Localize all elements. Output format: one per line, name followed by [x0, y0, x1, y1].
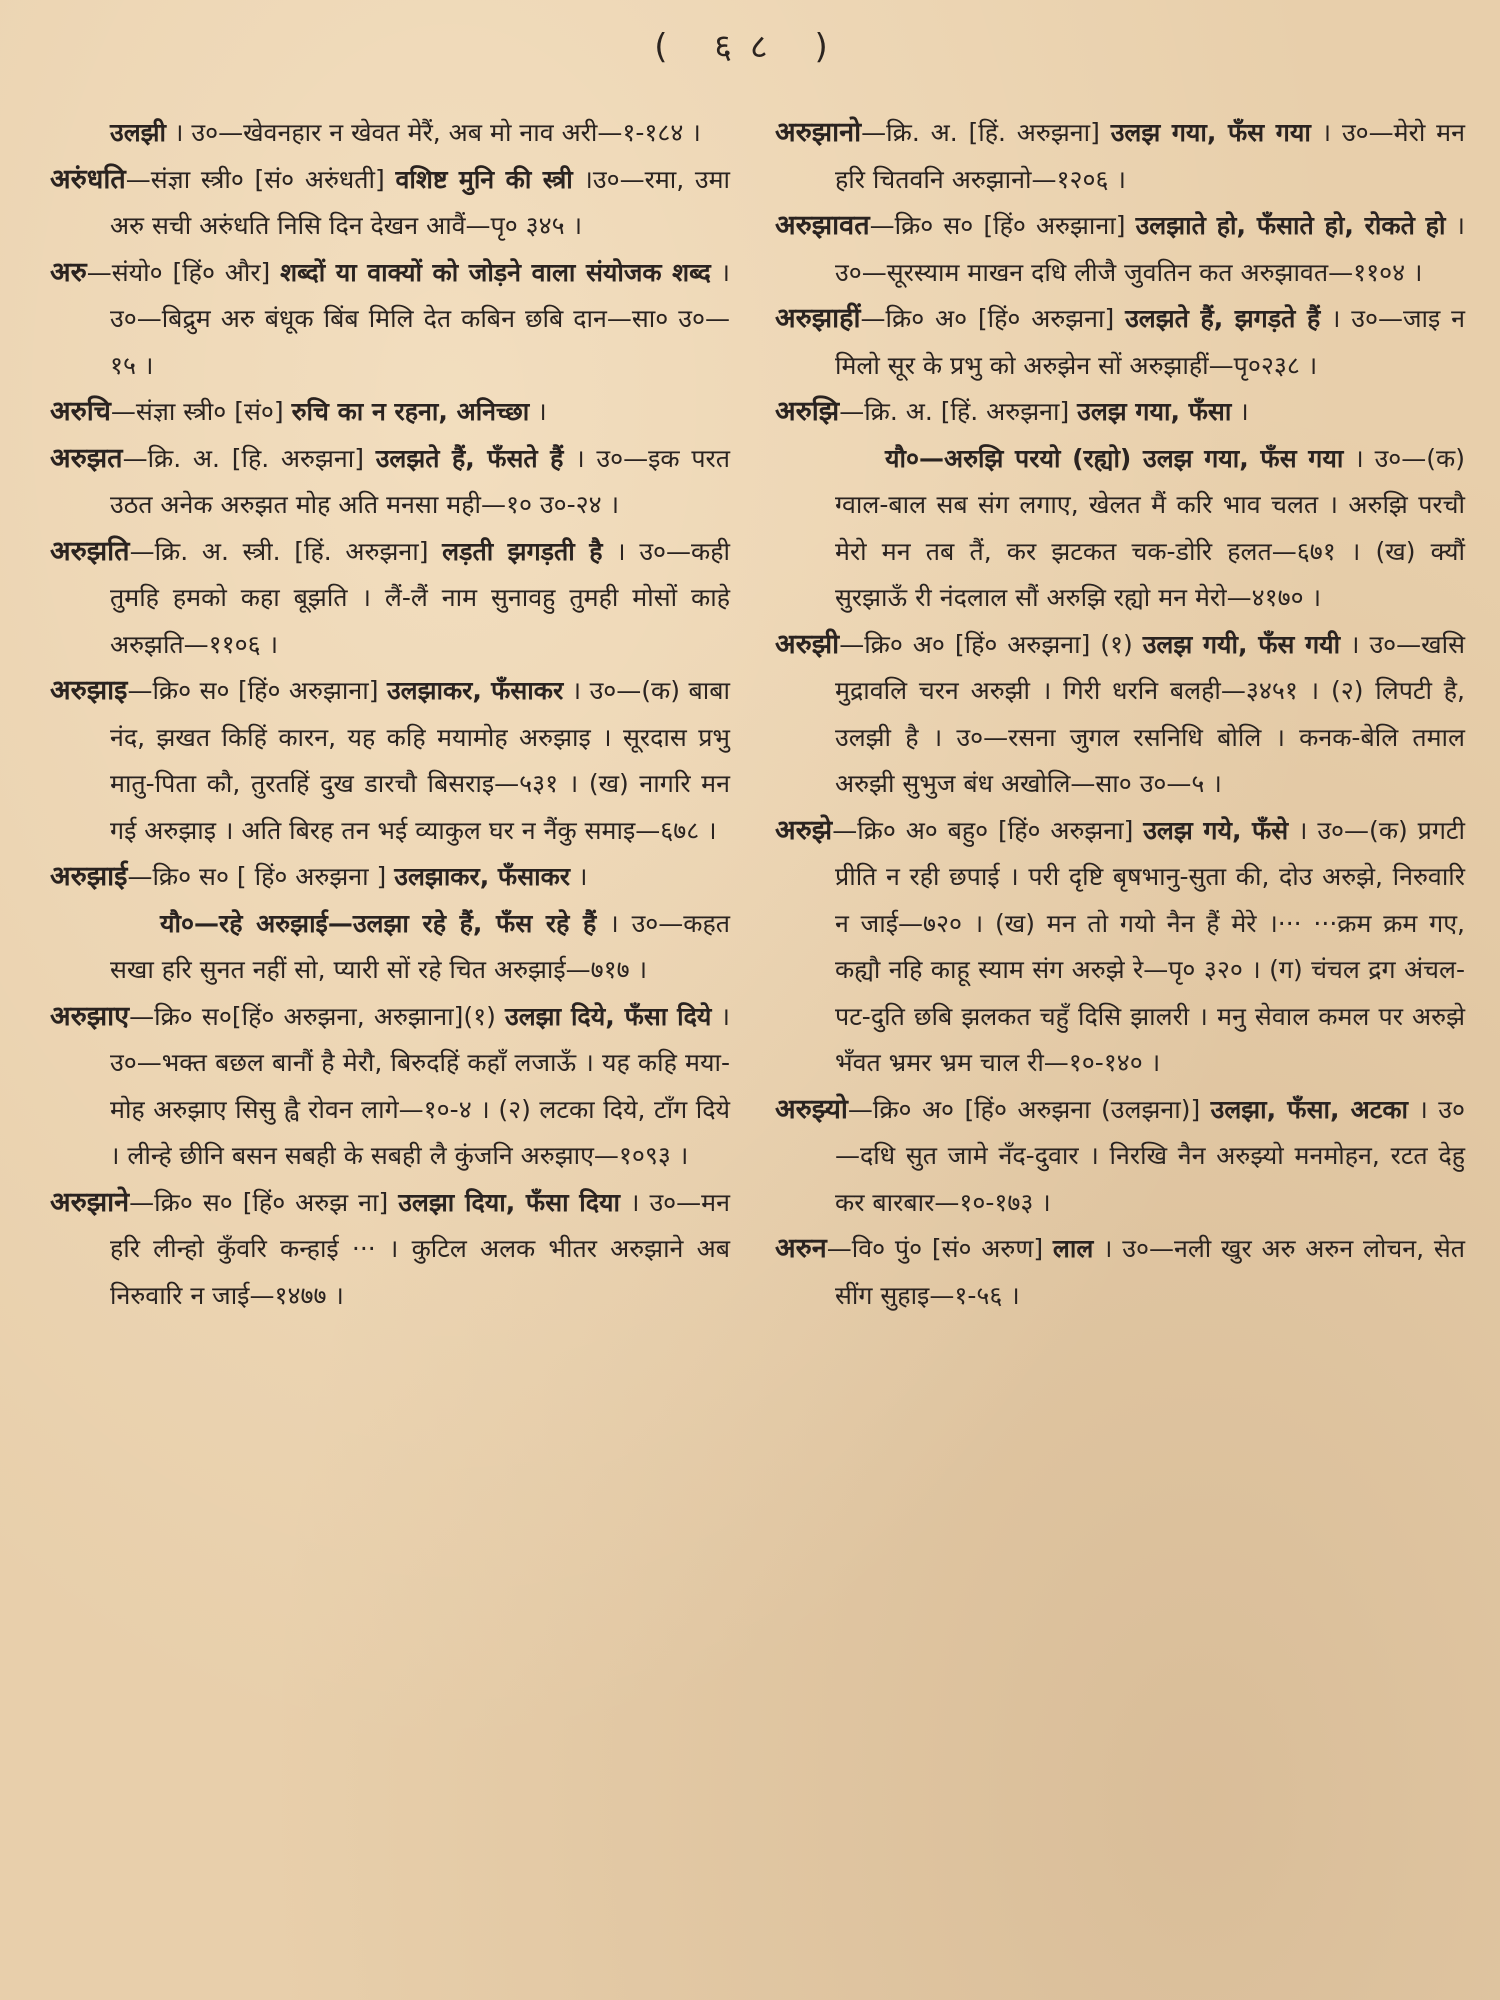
citation: । उ०—कहत सखा हरि सुनत नहीं सो, प्यारी सों रहे चित अरुझाई—७१७ । — [110, 908, 730, 984]
citation: ।उ०—रमा, उमा अरु सची अरुंधति निसि दिन देखन आवैं—पृ० ३४५ । — [110, 164, 731, 240]
definition: उलझाकर, फँसाकर — [386, 676, 564, 705]
definition: उलझाते हो, फँसाते हो, रोकते हो — [1135, 211, 1446, 240]
dictionary-entry — [50, 110, 730, 157]
definition: शब्दों या वाक्यों को जोड़ने वाला संयोजक शब्द — [280, 257, 711, 287]
citation: । उ०—सूरस्याम माखन दधि लीजै जुवतिन कत अरुझावत—११०४ । — [835, 211, 1466, 287]
citation: । — [1231, 397, 1249, 426]
grammar-note: —क्रि० स०[हिं० अरुझना, अरुझाना](१) — [129, 1001, 506, 1031]
grammar-note: —संज्ञा स्त्री० [सं० अरुंधती] — [125, 164, 396, 194]
citation: । उ०—खेवनहार न खेवत मेरैं, अब मो नाव अरी—१-१८४ । — [166, 118, 701, 147]
dictionary-entry — [775, 296, 1465, 389]
citation: । उ०—(क) प्रगटी प्रीति न रही छपाई । परी दृष्टि बृषभानु-सुता की, दोउ अरुझे, निरुवारि न जाई—७२० । (ख) मन तो गयो नैन हैं मेरे ।··· ···क्रम क्रम गए, कह्यौ नहि काहू स्याम संग अरुझे रे—पृ० ३२० । (ग) चंचल द्रग अंचल-पट-दुति छबि झलकत चहुँ दिसि झालरी । मनु सेवाल कमल पर अरुझे भँवत भ्रमर भ्रम चाल री—१०-१४० । — [835, 815, 1465, 1077]
headword: अरुझे — [775, 814, 833, 846]
headword: अरुझानो — [775, 117, 862, 148]
headword: अरुझाहीं — [775, 303, 861, 334]
sub-entry — [775, 436, 1465, 622]
dictionary-entry — [50, 854, 730, 901]
grammar-note: —क्रि० अ० [हिं० अरुझना] (१) — [839, 629, 1143, 659]
dictionary-entry — [50, 1180, 730, 1320]
grammar-note: —संज्ञा स्त्री० [सं०] — [110, 397, 292, 426]
grammar-note: —क्रि० स० [हिं० अरुझाना] — [869, 211, 1136, 240]
citation: । उ०—भक्त बछल बानौं है मेरौ, बिरुदहिं कहाँ लजाऊँ । यह कहि मया-मोह अरुझाए सिसु ह्वै रोवन लागे—१०-४ । (२) लटका दिये, टाँग दिये । लीन्हे छीनि बसन सबही के सबही लै कुंजनि अरुझाए—१०९३ । — [110, 1001, 730, 1170]
headword: अरुझति — [50, 535, 130, 567]
definition: उलझा, फँसा, अटका — [1210, 1094, 1408, 1124]
citation: । उ०—कही तुमहि हमको कहा बूझति । लैं-लैं नाम सुनावहु तुमही मोसों काहे अरुझति—११०६ । — [110, 536, 730, 659]
headword: अरुंधति — [50, 163, 126, 195]
grammar-note: —क्रि० अ० [हिं० अरुझना] — [860, 304, 1126, 333]
citation: । — [529, 397, 547, 426]
dictionary-entry — [50, 250, 730, 390]
definition: उलझते हैं, झगड़ते हैं — [1125, 304, 1321, 333]
headword: अरुचि — [50, 396, 111, 427]
dictionary-entry — [50, 529, 730, 669]
definition: लाल — [1052, 1234, 1094, 1263]
citation: । उ०—नली खुर अरु अरुन लोचन, सेत सींग सुहाइ—१-५६ । — [835, 1234, 1465, 1310]
definition: यौ०—अरुझि परयो (रह्यो) उलझ गया, फँस गया — [885, 443, 1344, 473]
dictionary-entry — [50, 994, 730, 1180]
definition: उलझते हैं, फँसते हैं — [375, 443, 564, 473]
grammar-note: —क्रि० स० [ हिं० अरुझना ] — [127, 862, 395, 891]
grammar-note: —संयो० [हिं० और] — [86, 257, 281, 287]
grammar-note: —क्रि. अ. [हिं. अरुझना] — [839, 397, 1078, 426]
headword: अरु — [50, 256, 87, 288]
definition: उलझ गये, फँसे — [1143, 815, 1289, 845]
dictionary-entry — [50, 668, 730, 854]
headword: अरुझाए — [50, 1000, 130, 1032]
citation: । उ०—इक परत उठत अनेक अरुझत मोह अति मनसा मही—१० उ०-२४ । — [110, 443, 731, 519]
definition: उलझी — [110, 118, 167, 147]
definition: यौ०—रहे अरुझाई—उलझा रहे हैं, फँस रहे हैं — [160, 908, 597, 938]
dictionary-entry — [50, 436, 730, 529]
citation: । उ०—जाइ न मिलो सूर के प्रभु को अरुझेन सों अरुझाहीं—पृ०२३८ । — [835, 304, 1465, 380]
dictionary-entry — [775, 389, 1465, 436]
dictionary-entry — [775, 622, 1465, 808]
headword: अरुझी — [775, 628, 840, 660]
headword: अरुझाई — [50, 861, 128, 892]
sub-entry — [50, 901, 730, 994]
citation: । उ०—(क) ग्वाल-बाल सब संग लगाए, खेलत मैं करि भाव चलत । अरुझि परचौ मेरो मन तब तैं, कर झटकत चक-डोरि हलत—६७१ । (ख) क्यौं सुरझाऊँ री नंदलाल सौं अरुझि रह्यो मन मेरो—४१७० । — [835, 443, 1465, 612]
dictionary-entry — [775, 203, 1465, 296]
dictionary-entry — [775, 808, 1465, 1087]
headword: अरुझाइ — [50, 675, 128, 706]
definition: उलझा दिये, फँसा दिये — [505, 1001, 712, 1031]
headword: अरुझावत — [775, 210, 870, 241]
grammar-note: —क्रि. अ. स्त्री. [हिं. अरुझना] — [129, 536, 443, 566]
definition: वशिष्ट मुनि की स्त्री — [395, 164, 573, 194]
grammar-note: —क्रि. अ. [हिं. अरुझना] — [861, 118, 1111, 147]
headword: अरुझत — [50, 442, 123, 474]
page-number: ( ६८ ) — [654, 27, 846, 67]
dictionary-entry — [775, 1087, 1465, 1227]
dictionary-entry — [50, 157, 730, 250]
grammar-note: —क्रि० अ० [हिं० अरुझना (उलझना)] — [847, 1094, 1211, 1124]
grammar-note: —क्रि० स० [हिं० अरुझाना] — [127, 676, 387, 705]
citation: । उ०—बिद्रुम अरु बंधूक बिंब मिलि देत कबिन छबि दान—सा० उ०—१५ । — [110, 257, 731, 380]
right-column — [775, 110, 1465, 1319]
grammar-note: —क्रि० स० [हिं० अरुझ ना] — [129, 1187, 399, 1217]
definition: उलझ गया, फँस गया — [1110, 118, 1311, 147]
citation: । उ०—(क) बाबा नंद, झखत किहिं कारन, यह कहि मयामोह अरुझाइ । सूरदास प्रभु मातु-पिता कौ, तुरतहिं दुख डारचौ बिसराइ—५३१ । (ख) नागरि मन गई अरुझाइ । अति बिरह तन भई व्याकुल घर न नैंकु समाइ—६७८ । — [110, 676, 730, 845]
definition: लड़ती झगड़ती है — [442, 536, 603, 566]
citation: । उ०—दधि सुत जामे नँद-दुवार । निरखि नैन अरुझ्यो मनमोहन, रटत देहु कर बारबार—१०-१७३ । — [835, 1094, 1465, 1217]
grammar-note: —क्रि. अ. [हि. अरुझना] — [122, 443, 376, 473]
headword: अरुझाने — [50, 1186, 130, 1218]
headword: अरुझ्यो — [775, 1093, 848, 1125]
dictionary-entry — [775, 1226, 1465, 1319]
grammar-note: —वि० पुं० [सं० अरुण] — [826, 1234, 1053, 1263]
citation: । उ०—मेरो मन हरि चितवनि अरुझानो—१२०६ । — [835, 118, 1465, 194]
dictionary-entry — [775, 110, 1465, 203]
grammar-note: —क्रि० अ० बहु० [हिं० अरुझना] — [832, 815, 1144, 845]
definition: रुचि का न रहना, अनिच्छा — [291, 397, 530, 426]
definition: उलझाकर, फँसाकर — [394, 862, 570, 891]
headword: अरुझि — [775, 396, 840, 427]
headword: अरुन — [775, 1233, 827, 1264]
citation: । उ०—मन हरि लीन्हो कुँवरि कन्हाई ··· । कुटिल अलक भीतर अरुझाने अब निरुवारि न जाई—१४७७ । — [110, 1187, 730, 1310]
definition: उलझ गयी, फँस गयी — [1142, 629, 1341, 659]
definition: उलझ गया, फँसा — [1077, 397, 1232, 426]
citation: । उ०—खसि मुद्रावलि चरन अरुझी । गिरी धरनि बलही—३४५१ । (२) लिपटी है, उलझी है । उ०—रसना जुगल रसनिधि बोलि । कनक-बेलि तमाल अरुझी सुभुज बंध अखोलि—सा० उ०—५ । — [835, 629, 1465, 798]
dictionary-entry — [50, 389, 730, 436]
citation: । — [570, 862, 588, 891]
definition: उलझा दिया, फँसा दिया — [398, 1187, 621, 1217]
left-column — [50, 110, 730, 1319]
